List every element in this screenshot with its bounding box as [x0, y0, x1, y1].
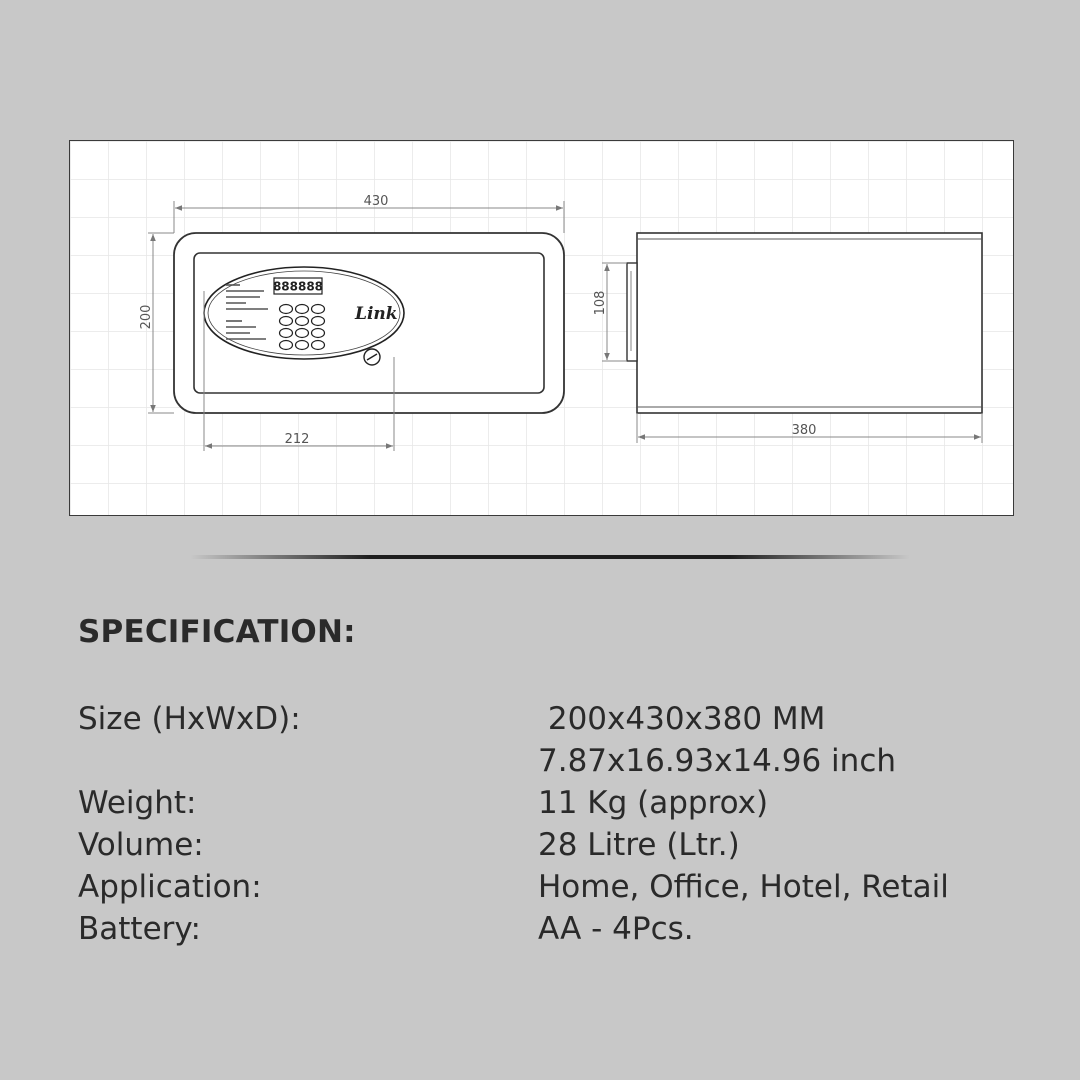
spec-label: Weight:	[78, 785, 197, 821]
spec-label: Volume:	[78, 827, 204, 863]
spec-row	[78, 824, 1038, 866]
keypad-key	[312, 317, 325, 326]
brand-logo: Link	[355, 304, 398, 324]
keypad-key	[312, 305, 325, 314]
side-height-dimension-label: 108	[593, 290, 608, 316]
keypad-key	[280, 341, 293, 350]
spec-label: Application:	[78, 869, 262, 905]
spec-row	[78, 740, 1038, 782]
door-protrusion	[627, 263, 637, 361]
front-view	[139, 194, 564, 451]
spec-row	[78, 698, 1038, 740]
spec-value: 200x430x380 MM	[538, 701, 826, 737]
keypad-key	[312, 329, 325, 338]
specification-heading: SPECIFICATION:	[78, 614, 356, 650]
keypad-key	[296, 329, 309, 338]
keypad-key	[280, 329, 293, 338]
keypad-key	[296, 341, 309, 350]
spec-value: 11 Kg (approx)	[538, 785, 769, 821]
spec-row	[78, 866, 1038, 908]
display-digits: 888888	[272, 279, 324, 294]
technical-drawing	[69, 140, 1014, 516]
width-dimension-label: 430	[363, 194, 389, 209]
keypad-key	[280, 305, 293, 314]
spec-row	[78, 782, 1038, 824]
side-body-outline	[637, 233, 982, 413]
spec-row	[78, 908, 1038, 950]
spec-value: AA - 4Pcs.	[538, 911, 694, 947]
spec-label: Battery:	[78, 911, 201, 947]
depth-dimension-label: 380	[791, 423, 817, 438]
keypad-key	[280, 317, 293, 326]
spec-label: Size (HxWxD):	[78, 701, 301, 737]
side-view	[593, 233, 982, 443]
height-dimension-label: 200	[139, 304, 154, 330]
spec-value: 7.87x16.93x14.96 inch	[538, 743, 897, 779]
keypad-key	[296, 317, 309, 326]
spec-value: 28 Litre (Ltr.)	[538, 827, 740, 863]
lock-offset-dimension-label: 212	[284, 432, 310, 447]
spec-value: Home, Office, Hotel, Retail	[538, 869, 949, 905]
separator-line	[190, 555, 910, 559]
keypad-key	[312, 341, 325, 350]
keypad-key	[296, 305, 309, 314]
